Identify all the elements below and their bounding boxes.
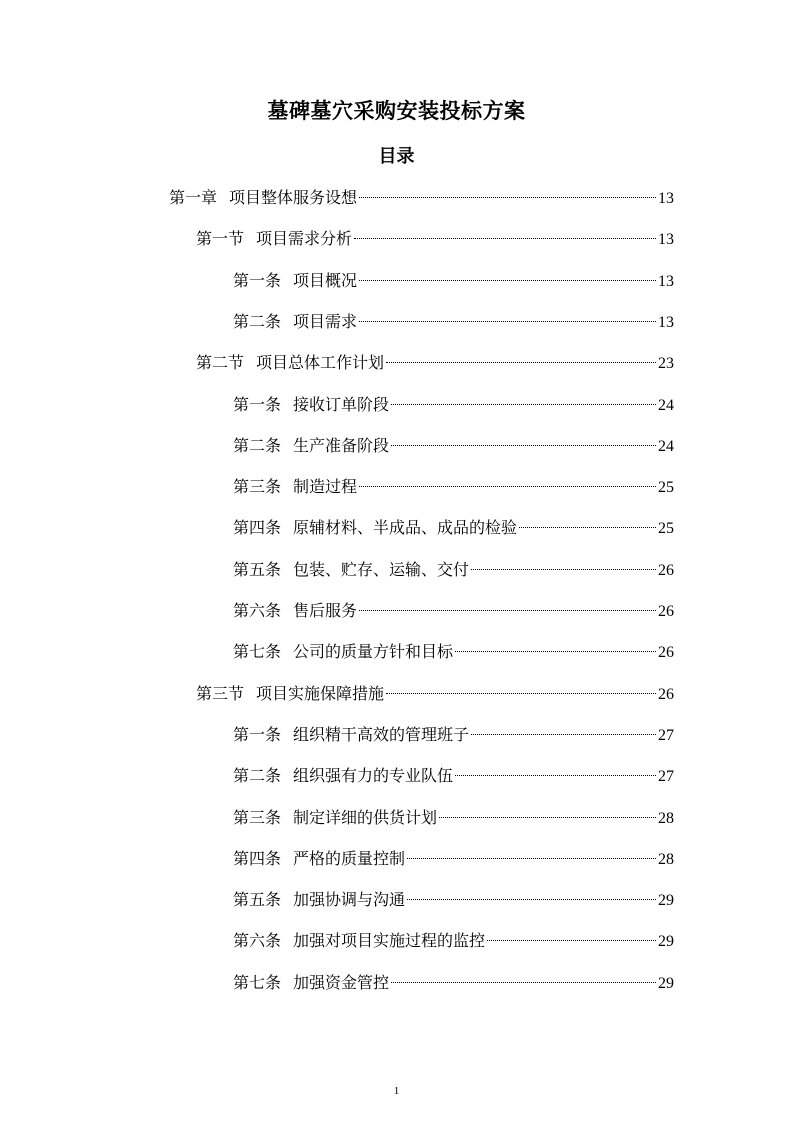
toc-entry-label: 第五条 bbox=[233, 890, 282, 909]
toc-entry[interactable] bbox=[233, 391, 674, 419]
toc-entry-page-number: 29 bbox=[658, 892, 674, 909]
toc-entry[interactable] bbox=[233, 267, 674, 295]
toc-entry-page-number: 25 bbox=[658, 520, 674, 537]
toc-entry-page-number: 28 bbox=[658, 851, 674, 868]
toc-entry-label: 第一条 bbox=[233, 725, 282, 744]
toc-dot-leader bbox=[359, 486, 656, 487]
toc-entry-label: 第二条 bbox=[233, 312, 282, 331]
toc-entry-page-number: 24 bbox=[658, 397, 674, 414]
toc-entry-label: 第五条 bbox=[233, 560, 282, 579]
toc-dot-leader bbox=[359, 610, 656, 611]
toc-entry-label: 第三条 bbox=[233, 808, 282, 827]
toc-entry-page-number: 28 bbox=[658, 810, 674, 827]
page-number: 1 bbox=[393, 1085, 400, 1097]
toc-entry-page-number: 29 bbox=[658, 933, 674, 950]
toc-entry[interactable] bbox=[233, 721, 674, 749]
toc-entry-page-number: 26 bbox=[658, 562, 674, 579]
toc-entry[interactable] bbox=[196, 680, 674, 708]
toc-entry-label: 第一节 bbox=[196, 229, 245, 248]
toc-entry-page-number: 27 bbox=[658, 768, 674, 785]
toc-entry-label: 第七条 bbox=[233, 642, 282, 661]
toc-entry-title: 原辅材料、半成品、成品的检验 bbox=[293, 518, 518, 537]
toc-entry-page-number: 26 bbox=[658, 644, 674, 661]
toc-entry-label: 第一章 bbox=[169, 188, 218, 207]
toc-entry[interactable] bbox=[233, 638, 674, 666]
document-title: 墓碑墓穴采购安装投标方案 bbox=[267, 99, 526, 123]
toc-entry-title: 加强协调与沟通 bbox=[293, 890, 406, 909]
toc-dot-leader bbox=[391, 445, 656, 446]
toc-entry-label: 第一条 bbox=[233, 395, 282, 414]
toc-entry[interactable] bbox=[233, 308, 674, 336]
toc-entry-title: 加强对项目实施过程的监控 bbox=[293, 931, 486, 950]
toc-entry-label: 第六条 bbox=[233, 601, 282, 620]
toc-entry-label: 第七条 bbox=[233, 973, 282, 992]
toc-entry-title: 组织精干高效的管理班子 bbox=[293, 725, 470, 744]
toc-entry-page-number: 29 bbox=[658, 975, 674, 992]
toc-entry[interactable] bbox=[233, 514, 674, 542]
toc-entry[interactable] bbox=[169, 184, 674, 212]
toc-entry-page-number: 13 bbox=[658, 190, 674, 207]
toc-dot-leader bbox=[359, 197, 656, 198]
toc-entry-title: 项目需求分析 bbox=[256, 229, 353, 248]
toc-dot-leader bbox=[359, 321, 656, 322]
toc-entry-title: 售后服务 bbox=[293, 601, 358, 620]
toc-entry-title: 项目整体服务设想 bbox=[229, 188, 358, 207]
toc-dot-leader bbox=[407, 899, 656, 900]
toc-entry-title: 制造过程 bbox=[293, 477, 358, 496]
toc-entry[interactable] bbox=[196, 349, 674, 377]
toc-entry-title: 生产准备阶段 bbox=[293, 436, 390, 455]
toc-entry-label: 第二条 bbox=[233, 766, 282, 785]
toc-entry-label: 第三节 bbox=[196, 684, 245, 703]
toc-dot-leader bbox=[359, 280, 656, 281]
toc-entry-title: 制定详细的供货计划 bbox=[293, 808, 438, 827]
toc-dot-leader bbox=[471, 569, 656, 570]
toc-dot-leader bbox=[471, 734, 656, 735]
toc-dot-leader bbox=[455, 775, 656, 776]
toc-entry-title: 项目概况 bbox=[293, 271, 358, 290]
toc-entry[interactable] bbox=[233, 927, 674, 955]
toc-dot-leader bbox=[407, 858, 656, 859]
toc-dot-leader bbox=[519, 527, 656, 528]
toc-entry[interactable] bbox=[196, 225, 674, 253]
toc-dot-leader bbox=[439, 817, 656, 818]
toc-entry[interactable] bbox=[233, 804, 674, 832]
toc-entry-page-number: 13 bbox=[658, 314, 674, 331]
toc-entry-page-number: 26 bbox=[658, 603, 674, 620]
toc-entry-page-number: 26 bbox=[658, 686, 674, 703]
toc-entry[interactable] bbox=[233, 556, 674, 584]
toc-entry-label: 第三条 bbox=[233, 477, 282, 496]
toc-entry-title: 严格的质量控制 bbox=[293, 849, 406, 868]
toc-entry-page-number: 13 bbox=[658, 273, 674, 290]
toc-entry[interactable] bbox=[233, 473, 674, 501]
toc-entry-label: 第四条 bbox=[233, 849, 282, 868]
toc-dot-leader bbox=[391, 404, 656, 405]
toc-entry-title: 项目实施保障措施 bbox=[256, 684, 385, 703]
toc-entry[interactable] bbox=[233, 845, 674, 873]
toc-entry-page-number: 23 bbox=[658, 355, 674, 372]
toc-entry-title: 公司的质量方针和目标 bbox=[293, 642, 454, 661]
toc-entry[interactable] bbox=[233, 432, 674, 460]
toc-entry-title: 加强资金管控 bbox=[293, 973, 390, 992]
toc-entry-label: 第二节 bbox=[196, 353, 245, 372]
toc-entry-page-number: 25 bbox=[658, 479, 674, 496]
toc-entry-page-number: 27 bbox=[658, 727, 674, 744]
toc-heading: 目录 bbox=[378, 146, 415, 167]
toc-entry[interactable] bbox=[233, 762, 674, 790]
toc-entry-title: 项目总体工作计划 bbox=[256, 353, 385, 372]
toc-dot-leader bbox=[487, 940, 656, 941]
toc-entry-label: 第二条 bbox=[233, 436, 282, 455]
toc-entry-label: 第四条 bbox=[233, 518, 282, 537]
toc-entry-title: 接收订单阶段 bbox=[293, 395, 390, 414]
toc-entry-label: 第一条 bbox=[233, 271, 282, 290]
toc-entry-label: 第六条 bbox=[233, 931, 282, 950]
toc-entry-page-number: 24 bbox=[658, 438, 674, 455]
toc-entry-title: 组织强有力的专业队伍 bbox=[293, 766, 454, 785]
toc-dot-leader bbox=[386, 362, 656, 363]
toc-entry-page-number: 13 bbox=[658, 231, 674, 248]
toc-dot-leader bbox=[455, 651, 656, 652]
toc-dot-leader bbox=[354, 238, 656, 239]
toc-entry[interactable] bbox=[233, 886, 674, 914]
toc-entry[interactable] bbox=[233, 597, 674, 625]
toc-entry-title: 项目需求 bbox=[293, 312, 358, 331]
toc-dot-leader bbox=[391, 982, 656, 983]
toc-entry[interactable] bbox=[233, 969, 674, 997]
toc-dot-leader bbox=[386, 693, 656, 694]
toc-entry-title: 包装、贮存、运输、交付 bbox=[293, 560, 470, 579]
